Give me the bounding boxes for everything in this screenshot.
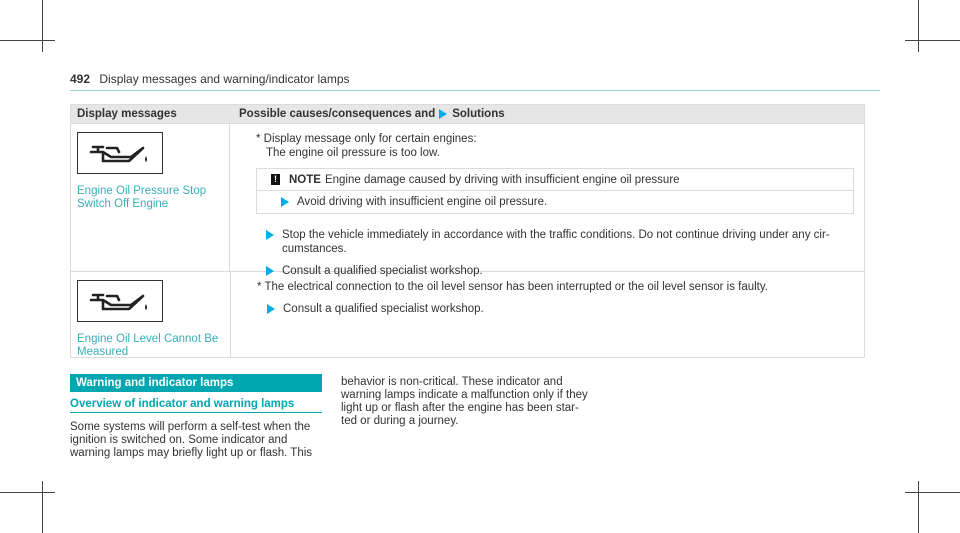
arrow-right-icon (439, 109, 447, 119)
causes-cell (231, 272, 864, 357)
cause-text: * The electrical connection to the oil level sensor has been interrupted or the oil level sensor is faulty. (257, 281, 768, 293)
section-title: Warning and indicator lamps (70, 374, 322, 392)
arrow-right-icon (266, 230, 274, 240)
crop-mark (0, 40, 55, 41)
page-title: Display messages and warning/indicator lamps (99, 72, 350, 86)
message-label: Engine Oil Pressure Stop Switch Off Engine (77, 185, 207, 210)
message-cell (71, 124, 230, 271)
body-text-left: Some systems will perform a self-test when the ignition is switched on. Some indicator and warning lamps may briefly light up or flash. This (70, 421, 313, 459)
cause-text: * Display message only for certain engines: (256, 133, 477, 145)
note-action-text: Avoid driving with insufficient engine oil pressure. (297, 196, 548, 208)
warning-exclamation-icon: ! (271, 174, 280, 185)
page-header (70, 72, 350, 86)
header-divider (70, 90, 880, 91)
page-number: 492 (70, 72, 91, 86)
cause-text: The engine oil pressure is too low. (266, 147, 440, 159)
table-header (71, 105, 864, 123)
action-text: Consult a qualified specialist workshop. (282, 265, 483, 277)
causes-cell (230, 124, 864, 277)
crop-mark (905, 40, 960, 41)
arrow-right-icon (267, 304, 275, 314)
crop-mark (918, 481, 919, 533)
column-header-causes-label: Possible causes/consequences and (239, 108, 436, 120)
crop-mark (42, 481, 43, 533)
action-item (267, 302, 854, 316)
action-text-continued: cumstances. (282, 243, 347, 255)
message-cell (71, 272, 231, 357)
crop-mark (42, 0, 43, 52)
body-text-right: behavior is non-critical. These indicator and warning lamps indicate a malfunction only if they light up or flash after the engine has been star- ted or during a journey. (341, 376, 588, 427)
note-box (256, 168, 854, 214)
note-header (257, 169, 853, 191)
message-label: Engine Oil Level Cannot Be Measured (77, 333, 219, 358)
crop-mark (905, 492, 960, 493)
section-subtitle: Overview of indicator and warning lamps (70, 398, 295, 410)
note-label: NOTE (289, 173, 321, 186)
crop-mark (918, 0, 919, 52)
action-item (266, 228, 854, 256)
note-text: Engine damage caused by driving with insufficient engine oil pressure (324, 173, 680, 186)
column-header-causes (231, 105, 864, 123)
section-subtitle-rule (70, 412, 322, 413)
action-text: Consult a qualified specialist workshop. (283, 303, 484, 315)
action-text: Stop the vehicle immediately in accordance with the traffic conditions. Do not continue driving under any cir- (282, 229, 830, 241)
note-action (257, 191, 853, 213)
engine-oil-can-icon (77, 132, 163, 174)
crop-mark (0, 492, 55, 493)
display-messages-table (70, 104, 865, 358)
column-header-messages: Display messages (77, 108, 177, 120)
table-row (71, 271, 864, 357)
arrow-right-icon (281, 197, 289, 207)
table-row (71, 123, 864, 277)
engine-oil-can-icon (77, 280, 163, 322)
column-header-solutions-label: Solutions (452, 108, 505, 120)
